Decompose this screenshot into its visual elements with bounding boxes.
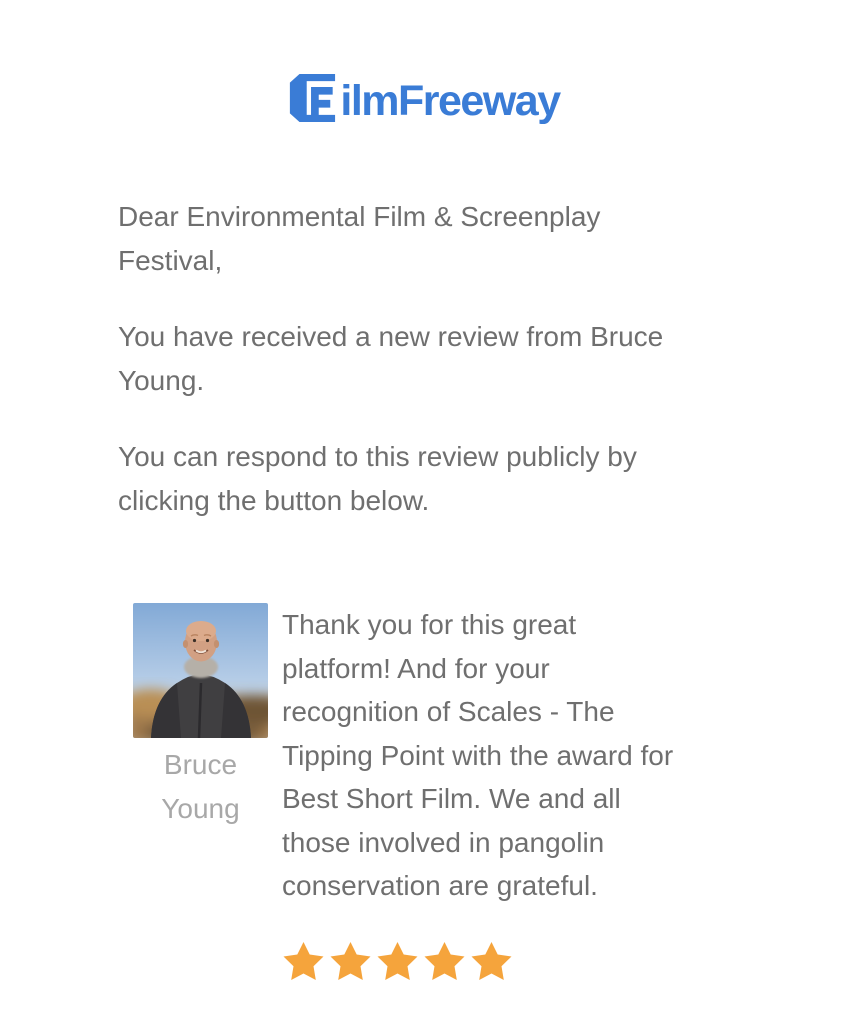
reviewer-name-line: Bruce	[163, 749, 238, 780]
filmfreeway-logo-icon	[287, 70, 337, 131]
review-body	[282, 603, 752, 982]
greeting-line: Festival,	[118, 245, 223, 276]
review-text-line: recognition of Scales - The	[282, 696, 615, 727]
review-section	[133, 603, 847, 982]
filmfreeway-logo[interactable]	[287, 70, 559, 131]
star-icon	[470, 941, 513, 982]
review-text-line: Best Short Film. We and all	[282, 783, 621, 814]
new-review-line: Young.	[118, 365, 205, 396]
review-text-line: platform! And for your	[282, 652, 550, 684]
new-review-line: You have received a new review from Bruce	[118, 321, 664, 352]
review-text-line: those involved in pangolin	[282, 826, 605, 858]
star-icon	[423, 941, 466, 982]
email-intro	[118, 195, 787, 523]
review-text-line: Tipping Point with the award for	[282, 739, 674, 771]
new-review-paragraph	[118, 315, 787, 403]
review-text-line: conservation are grateful.	[282, 870, 598, 901]
respond-line: clicking the button below.	[118, 485, 430, 516]
respond-paragraph	[118, 435, 787, 523]
star-icon	[329, 941, 372, 982]
reviewer-column	[133, 603, 268, 831]
header	[0, 0, 847, 131]
star-rating	[282, 941, 752, 982]
star-icon	[282, 941, 325, 982]
filmfreeway-logo-text: ilmFreeway	[340, 76, 560, 125]
star-icon	[376, 941, 419, 982]
avatar-photo	[133, 603, 268, 738]
reviewer-name	[133, 743, 268, 831]
reviewer-name-line: Young	[161, 793, 240, 824]
greeting-line: Dear Environmental Film & Screenplay	[118, 201, 601, 232]
respond-line: You can respond to this review publicly by	[118, 441, 637, 472]
review-text	[282, 603, 752, 908]
greeting-paragraph	[118, 195, 787, 283]
review-text-line: Thank you for this great	[282, 609, 577, 640]
